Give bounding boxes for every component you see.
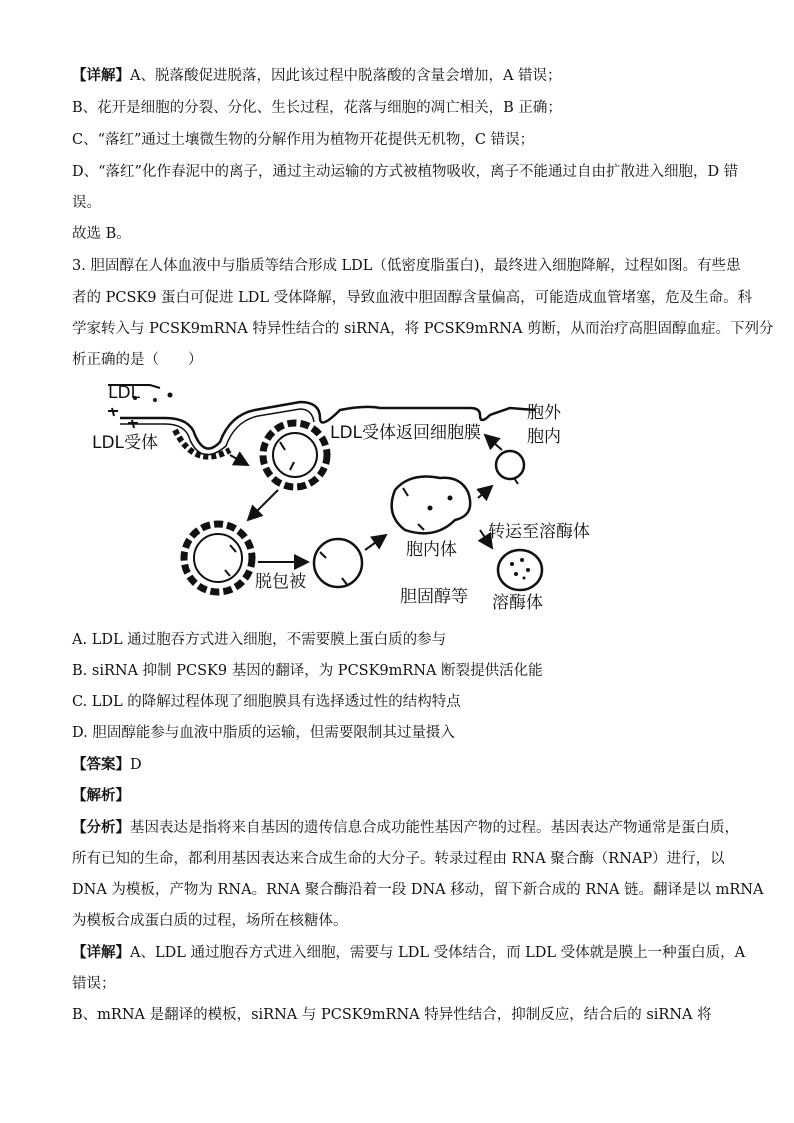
label-uncoating: 脱包被 [255, 572, 306, 592]
label-return-membrane: LDL受体返回细胞膜 [330, 423, 482, 443]
question-stem: 析正确的是（ ） [72, 352, 203, 368]
label-to-lysosome: 转运至溶酶体 [488, 522, 590, 542]
analysis-line: B、mRNA 是翻译的模板，siRNA 与 PCSK9mRNA 特异性结合，抑制反应，结合后的 siRNA 将 [72, 1007, 712, 1023]
explanation-line: 【详解】A、脱落酸促进脱落，因此该过程中脱落酸的含量会增加，A 错误； [72, 67, 562, 84]
label-endosome: 胞内体 [406, 540, 457, 560]
conclusion-line: 故选 B。 [72, 226, 131, 242]
coated-vesicle [263, 423, 327, 487]
option-a: A. LDL 通过胞吞方式进入细胞，不需要膜上蛋白质的参与 [72, 632, 447, 648]
label-lysosome: 溶酶体 [492, 593, 543, 613]
label-ldl: LDL [108, 383, 141, 403]
label-ldl-receptor: LDL受体 [92, 433, 159, 453]
analysis-heading: 【解析】 [72, 787, 130, 804]
uncoated-vesicle [314, 539, 362, 587]
explanation-line: B、花开是细胞的分裂、分化、生长过程，花落与细胞的凋亡相关，B 正确； [72, 100, 562, 116]
explanation-line: C、“落红”通过土壤微生物的分解作用为植物开花提供无机物，C 错误； [72, 132, 535, 148]
question-stem: 学家转入与 PCSK9mRNA 特异性结合的 siRNA，将 PCSK9mRNA 剪断，从而治疗高胆固醇血症。下列分 [72, 321, 774, 337]
label-cholesterol: 胆固醇等 [400, 587, 468, 607]
coated-vesicle-large [184, 524, 252, 592]
lysosome [498, 550, 542, 590]
option-d: D. 胆固醇能参与血液中脂质的运输，但需要限制其过量摄入 [72, 725, 455, 741]
endosome [392, 477, 471, 534]
explanation-line: 误。 [72, 195, 101, 211]
option-c: C. LDL 的降解过程体现了细胞膜具有选择透过性的结构特点 [72, 694, 461, 710]
analysis-line: 【详解】A、LDL 通过胞吞方式进入细胞，需要与 LDL 受体结合，而 LDL 受体就是膜上一种蛋白质，A [72, 944, 746, 961]
explanation-line: D、“落红”化作春泥中的离子，通过主动运输的方式被植物吸收，离子不能通过自由扩散进入细胞，D 错 [72, 164, 739, 180]
option-b: B. siRNA 抑制 PCSK9 基因的翻译，为 PCSK9mRNA 断裂提供活化能 [72, 663, 543, 679]
question-stem: 者的 PCSK9 蛋白可促进 LDL 受体降解，导致血液中胆固醇含量偏高，可能造成血管堵塞，危及生命。科 [72, 290, 753, 306]
analysis-line: DNA 为模板，产物为 RNA。RNA 聚合酶沿着一段 DNA 移动，留下新合成的 RNA 链。翻译是以 mRNA [72, 882, 764, 898]
returning-vesicle [496, 451, 524, 484]
coated-pit [175, 430, 230, 457]
label-inside: 胞内 [527, 427, 561, 447]
analysis-line: 【分析】基因表达是指将来自基因的遗传信息合成功能性基因产物的过程。基因表达产物通常是蛋白质， [72, 819, 739, 836]
ldl-endocytosis-diagram [80, 380, 620, 620]
answer-line: 【答案】D [72, 756, 142, 773]
label-outside: 胞外 [527, 403, 561, 423]
analysis-line: 为模板合成蛋白质的过程，场所在核糖体。 [72, 913, 348, 929]
analysis-line: 错误； [72, 976, 116, 992]
question-stem: 3. 胆固醇在人体血液中与脂质等结合形成 LDL（低密度脂蛋白)，最终进入细胞降解，过程如图。有些患 [72, 258, 741, 274]
analysis-line: 所有已知的生命，都利用基因表达来合成生命的大分子。转录过程由 RNA 聚合酶（RNAP）进行，以 [72, 851, 725, 867]
